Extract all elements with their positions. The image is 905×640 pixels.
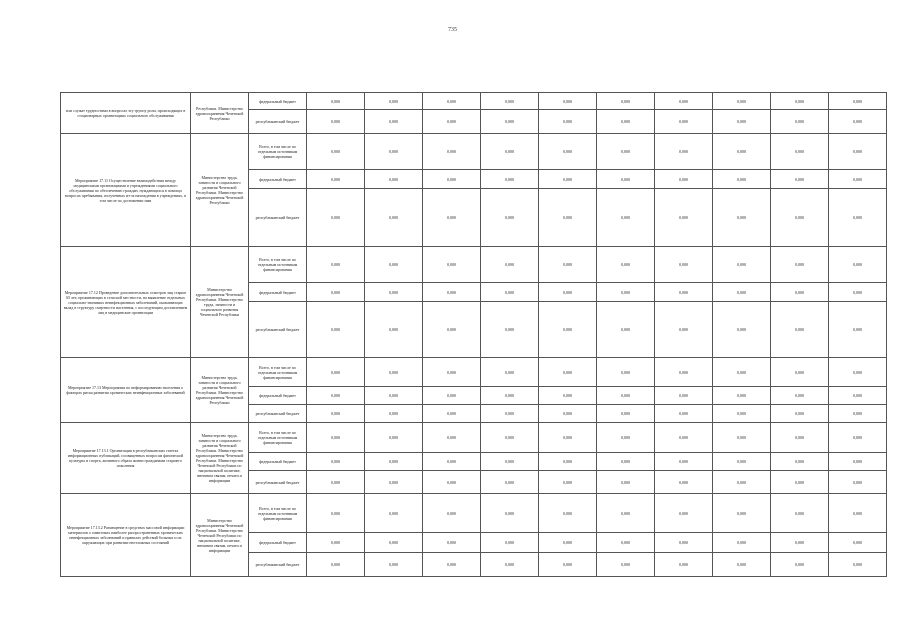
amount-cell: 0,000 [423,494,481,533]
amount-cell: 0,000 [539,247,597,283]
amount-cell: 0,000 [713,170,771,189]
amount-cell: 0,000 [307,453,365,471]
amount-cell: 0,000 [365,358,423,387]
measure-description: Мероприятие 17.13.1 Организация в республиканских газетах информационных публикаций, посвященных вопросам физической культуры и спорта, активного образа жизни гражданами старшего поколения [61,423,191,494]
amount-cell: 0,000 [713,93,771,110]
amount-cell: 0,000 [307,494,365,533]
amount-cell: 0,000 [829,283,887,302]
responsible-executor: Министерство здравоохранения Чеченской Республики. Министерство труда, занятости и социального развития Чеченской Республики [191,247,249,358]
funding-source: Всего, в том числе по отдельным источникам финансирования [249,134,307,170]
amount-cell: 0,000 [481,93,539,110]
amount-cell: 0,000 [597,453,655,471]
amount-cell: 0,000 [307,189,365,247]
amount-cell: 0,000 [713,302,771,358]
amount-cell: 0,000 [713,110,771,134]
amount-cell: 0,000 [365,405,423,423]
amount-cell: 0,000 [307,405,365,423]
amount-cell: 0,000 [307,358,365,387]
amount-cell: 0,000 [307,134,365,170]
funding-source: республиканский бюджет [249,471,307,494]
amount-cell: 0,000 [829,471,887,494]
amount-cell: 0,000 [597,93,655,110]
amount-cell: 0,000 [829,358,887,387]
amount-cell: 0,000 [365,387,423,405]
amount-cell: 0,000 [539,358,597,387]
amount-cell: 0,000 [655,247,713,283]
amount-cell: 0,000 [365,533,423,553]
amount-cell: 0,000 [307,533,365,553]
funding-source: Всего, в том числе по отдельным источникам финансирования [249,247,307,283]
amount-cell: 0,000 [713,423,771,453]
amount-cell: 0,000 [713,453,771,471]
amount-cell: 0,000 [423,302,481,358]
amount-cell: 0,000 [539,423,597,453]
amount-cell: 0,000 [539,110,597,134]
amount-cell: 0,000 [597,170,655,189]
amount-cell: 0,000 [713,189,771,247]
amount-cell: 0,000 [597,247,655,283]
amount-cell: 0,000 [597,387,655,405]
amount-cell: 0,000 [481,358,539,387]
amount-cell: 0,000 [655,471,713,494]
amount-cell: 0,000 [423,134,481,170]
amount-cell: 0,000 [423,358,481,387]
amount-cell: 0,000 [771,247,829,283]
table-row [61,494,887,533]
amount-cell: 0,000 [771,494,829,533]
funding-source: федеральный бюджет [249,533,307,553]
amount-cell: 0,000 [423,247,481,283]
amount-cell: 0,000 [307,283,365,302]
amount-cell: 0,000 [539,533,597,553]
amount-cell: 0,000 [539,134,597,170]
amount-cell: 0,000 [481,533,539,553]
amount-cell: 0,000 [771,93,829,110]
amount-cell: 0,000 [771,453,829,471]
table-row [61,423,887,453]
amount-cell: 0,000 [365,110,423,134]
amount-cell: 0,000 [597,553,655,577]
measure-description: Мероприятие 17.13 Мероприятия по информированию населения о факторах риска развития хронических неинфекционных заболеваний [61,358,191,423]
amount-cell: 0,000 [539,453,597,471]
amount-cell: 0,000 [655,533,713,553]
amount-cell: 0,000 [713,471,771,494]
amount-cell: 0,000 [481,423,539,453]
funding-source: Всего, в том числе по отдельным источникам финансирования [249,358,307,387]
amount-cell: 0,000 [423,93,481,110]
amount-cell: 0,000 [597,471,655,494]
amount-cell: 0,000 [365,302,423,358]
amount-cell: 0,000 [829,302,887,358]
funding-source: республиканский бюджет [249,189,307,247]
amount-cell: 0,000 [713,533,771,553]
amount-cell: 0,000 [597,110,655,134]
amount-cell: 0,000 [655,387,713,405]
table-row [61,93,887,110]
amount-cell: 0,000 [597,358,655,387]
amount-cell: 0,000 [481,471,539,494]
amount-cell: 0,000 [365,93,423,110]
amount-cell: 0,000 [771,283,829,302]
amount-cell: 0,000 [829,93,887,110]
amount-cell: 0,000 [481,405,539,423]
amount-cell: 0,000 [597,494,655,533]
responsible-executor: Министерство здравоохранения Чеченской Республики. Министерство Чеченской Республики по национальной политике, внешним связям, печати и информации [191,494,249,577]
amount-cell: 0,000 [829,247,887,283]
amount-cell: 0,000 [655,494,713,533]
amount-cell: 0,000 [771,533,829,553]
amount-cell: 0,000 [307,170,365,189]
amount-cell: 0,000 [655,423,713,453]
measure-description: или служат трудностями в вопросах эту группу роли, происходящих в стационарных организациях социального обслуживания [61,93,191,134]
amount-cell: 0,000 [423,533,481,553]
amount-cell: 0,000 [481,170,539,189]
amount-cell: 0,000 [307,387,365,405]
amount-cell: 0,000 [829,110,887,134]
amount-cell: 0,000 [655,283,713,302]
amount-cell: 0,000 [365,247,423,283]
table-row [61,358,887,387]
amount-cell: 0,000 [539,405,597,423]
amount-cell: 0,000 [597,405,655,423]
amount-cell: 0,000 [481,302,539,358]
amount-cell: 0,000 [829,553,887,577]
amount-cell: 0,000 [713,283,771,302]
amount-cell: 0,000 [655,93,713,110]
amount-cell: 0,000 [365,283,423,302]
amount-cell: 0,000 [307,423,365,453]
amount-cell: 0,000 [307,110,365,134]
amount-cell: 0,000 [423,471,481,494]
amount-cell: 0,000 [829,494,887,533]
amount-cell: 0,000 [365,471,423,494]
amount-cell: 0,000 [771,134,829,170]
amount-cell: 0,000 [597,423,655,453]
amount-cell: 0,000 [307,247,365,283]
amount-cell: 0,000 [771,423,829,453]
measure-description: Мероприятие 17.11 Осуществление взаимодействия между медицинскими организациями и учреждениями социального обслуживания по обеспечению граждан, нуждающихся в помощи вопросах пребывания, полученных из-за нахождения в учреждениях, в том числе по достижении ими [61,134,191,247]
amount-cell: 0,000 [829,453,887,471]
amount-cell: 0,000 [539,471,597,494]
responsible-executor: Министерство труда, занятости и социального развития Чеченской Республики. Министерство здравоохранения Чеченской Республики. Министерство Чеченской Республики по национальной политике, внешним связям, печати и информации [191,423,249,494]
amount-cell: 0,000 [539,494,597,533]
measure-description: Мероприятие 17.12 Проведение дополнительных осмотров лиц старше 65 лет, проживающих в сельской местности, на выявление отдельных социально-значимых неинфекционных заболеваний, оказывающих вклад в структуру смертности населения, с последующим доставлением лиц в медицинские организации [61,247,191,358]
amount-cell: 0,000 [655,189,713,247]
amount-cell: 0,000 [365,134,423,170]
amount-cell: 0,000 [365,189,423,247]
amount-cell: 0,000 [423,387,481,405]
amount-cell: 0,000 [597,189,655,247]
funding-source: Всего, в том числе по отдельным источникам финансирования [249,494,307,533]
amount-cell: 0,000 [655,553,713,577]
amount-cell: 0,000 [539,553,597,577]
amount-cell: 0,000 [423,283,481,302]
amount-cell: 0,000 [829,134,887,170]
amount-cell: 0,000 [539,283,597,302]
amount-cell: 0,000 [307,553,365,577]
amount-cell: 0,000 [829,387,887,405]
amount-cell: 0,000 [713,405,771,423]
amount-cell: 0,000 [713,358,771,387]
funding-source: республиканский бюджет [249,110,307,134]
page-number: 735 [448,27,457,33]
measure-description: Мероприятие 17.13.2 Размещение в средствах массовой информации материалов о симптомах наиболее распространенных хронических неинфекционных заболеваний и правилах действий больных и их окружающих при развитии неотложных состояний [61,494,191,577]
amount-cell: 0,000 [655,358,713,387]
funding-source: федеральный бюджет [249,387,307,405]
financing-table [60,92,887,577]
amount-cell: 0,000 [771,358,829,387]
amount-cell: 0,000 [771,387,829,405]
amount-cell: 0,000 [365,494,423,533]
amount-cell: 0,000 [423,405,481,423]
amount-cell: 0,000 [713,134,771,170]
amount-cell: 0,000 [539,93,597,110]
funding-source: федеральный бюджет [249,93,307,110]
amount-cell: 0,000 [365,553,423,577]
amount-cell: 0,000 [423,189,481,247]
amount-cell: 0,000 [655,134,713,170]
amount-cell: 0,000 [481,553,539,577]
responsible-executor: Министерство труда, занятости и социального развития Чеченской Республики. Министерство здравоохранения Чеченской Республики [191,358,249,423]
amount-cell: 0,000 [771,405,829,423]
amount-cell: 0,000 [597,533,655,553]
amount-cell: 0,000 [481,494,539,533]
amount-cell: 0,000 [423,423,481,453]
amount-cell: 0,000 [539,387,597,405]
amount-cell: 0,000 [481,283,539,302]
funding-source: республиканский бюджет [249,553,307,577]
amount-cell: 0,000 [655,302,713,358]
responsible-executor: Республики. Министерство здравоохранения Чеченской Республики [191,93,249,134]
amount-cell: 0,000 [481,189,539,247]
table-row [61,134,887,170]
funding-source: республиканский бюджет [249,302,307,358]
amount-cell: 0,000 [771,189,829,247]
amount-cell: 0,000 [365,170,423,189]
amount-cell: 0,000 [771,170,829,189]
amount-cell: 0,000 [771,471,829,494]
funding-source: федеральный бюджет [249,170,307,189]
amount-cell: 0,000 [481,453,539,471]
amount-cell: 0,000 [713,494,771,533]
amount-cell: 0,000 [423,553,481,577]
amount-cell: 0,000 [597,302,655,358]
amount-cell: 0,000 [539,302,597,358]
amount-cell: 0,000 [771,553,829,577]
amount-cell: 0,000 [655,453,713,471]
amount-cell: 0,000 [829,189,887,247]
amount-cell: 0,000 [423,170,481,189]
amount-cell: 0,000 [307,93,365,110]
amount-cell: 0,000 [829,405,887,423]
amount-cell: 0,000 [771,302,829,358]
funding-source: федеральный бюджет [249,283,307,302]
table-row [61,247,887,283]
amount-cell: 0,000 [423,453,481,471]
funding-source: федеральный бюджет [249,453,307,471]
amount-cell: 0,000 [365,453,423,471]
amount-cell: 0,000 [481,134,539,170]
amount-cell: 0,000 [539,170,597,189]
amount-cell: 0,000 [829,170,887,189]
amount-cell: 0,000 [539,189,597,247]
amount-cell: 0,000 [713,553,771,577]
amount-cell: 0,000 [829,533,887,553]
amount-cell: 0,000 [597,283,655,302]
funding-source: Всего, в том числе по отдельным источникам финансирования [249,423,307,453]
amount-cell: 0,000 [713,387,771,405]
funding-source: республиканский бюджет [249,405,307,423]
amount-cell: 0,000 [597,134,655,170]
amount-cell: 0,000 [829,423,887,453]
amount-cell: 0,000 [481,110,539,134]
amount-cell: 0,000 [655,405,713,423]
amount-cell: 0,000 [481,247,539,283]
amount-cell: 0,000 [423,110,481,134]
amount-cell: 0,000 [307,471,365,494]
amount-cell: 0,000 [655,110,713,134]
amount-cell: 0,000 [481,387,539,405]
amount-cell: 0,000 [365,423,423,453]
amount-cell: 0,000 [771,110,829,134]
amount-cell: 0,000 [655,170,713,189]
amount-cell: 0,000 [713,247,771,283]
amount-cell: 0,000 [307,302,365,358]
responsible-executor: Министерство труда, занятости и социального развития Чеченской Республики. Министерство здравоохранения Чеченской Республики [191,134,249,247]
